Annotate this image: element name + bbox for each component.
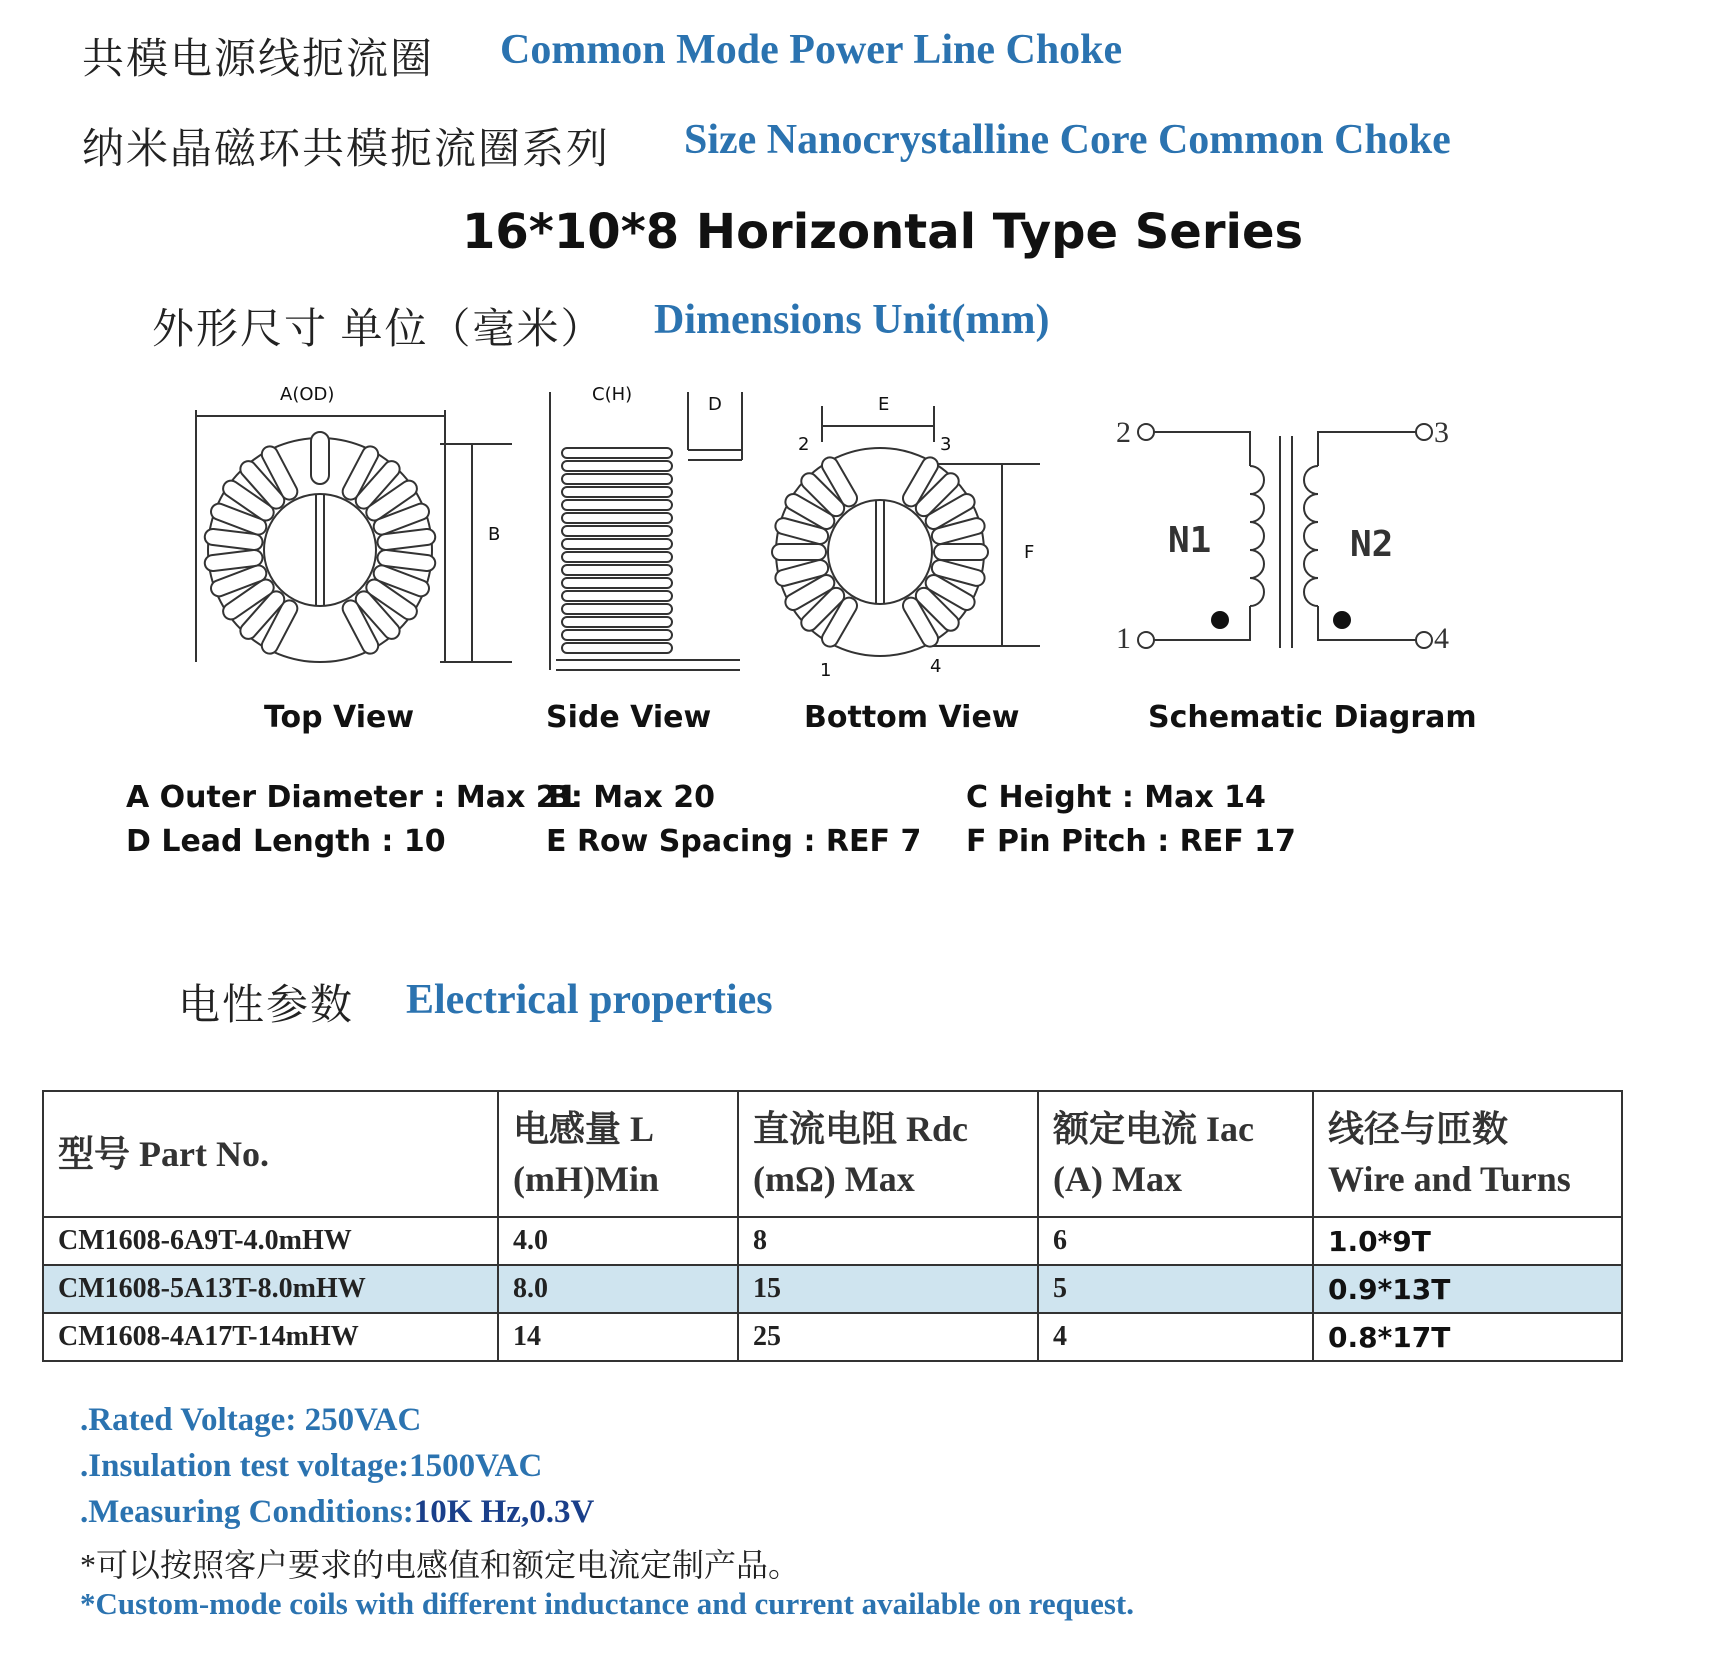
spec-c: C Height : Max 14 [966, 780, 1266, 815]
label-b: B [488, 524, 501, 545]
label-e: E [878, 394, 890, 415]
col-part-no: 型号 Part No. [43, 1091, 498, 1217]
winding-turn [934, 544, 988, 560]
cell-part: CM1608-5A13T-8.0mHW [43, 1265, 498, 1313]
side-coil-turn [562, 552, 672, 562]
electrical-heading-cn: 电性参数 [178, 983, 355, 1029]
note-measuring [80, 1494, 594, 1531]
cell-iac: 4 [1038, 1313, 1313, 1361]
cell-iac: 6 [1038, 1217, 1313, 1265]
series-en: Size Nanocrystalline Core Common Choke [684, 117, 1451, 163]
series-cn: 纳米晶磁环共模扼流圈系列 [82, 127, 611, 173]
table-row [43, 1313, 1622, 1361]
pin-4-label: 4 [930, 656, 942, 677]
dimension-diagrams [0, 370, 1721, 700]
schematic-drawing [1116, 416, 1449, 655]
schematic-pin-3: 3 [1434, 416, 1449, 449]
label-a: A(OD) [280, 384, 335, 405]
note-custom-en: *Custom-mode coils with different inductance and current available on request. [80, 1586, 1134, 1621]
cell-iac: 5 [1038, 1265, 1313, 1313]
note-measuring-label: .Measuring Conditions: [80, 1494, 414, 1530]
cell-wire: 0.8*17T [1313, 1313, 1622, 1361]
dimensions-heading-cn: 外形尺寸 单位（毫米） [152, 307, 605, 353]
cell-rdc: 25 [738, 1313, 1038, 1361]
cell-rdc: 8 [738, 1217, 1038, 1265]
spec-e: E Row Spacing : REF 7 [546, 824, 922, 859]
side-coil-turn [562, 643, 672, 653]
cell-wire: 0.9*13T [1313, 1265, 1622, 1313]
cell-l: 14 [498, 1313, 738, 1361]
side-coil-turn [562, 604, 672, 614]
table-row [43, 1217, 1622, 1265]
side-coil-turn [562, 565, 672, 575]
cell-rdc: 15 [738, 1265, 1038, 1313]
col-rated-current: 额定电流 Iac (A) Max [1038, 1091, 1313, 1217]
side-view-label: Side View [546, 700, 712, 735]
title-en: Common Mode Power Line Choke [500, 27, 1123, 73]
side-coil-turn [562, 526, 672, 536]
col-dc-resistance: 直流电阻 Rdc (mΩ) Max [738, 1091, 1038, 1217]
title-cn: 共模电源线扼流圈 [82, 37, 435, 83]
side-coil-turn [562, 591, 672, 601]
spec-d: D Lead Length : 10 [126, 824, 446, 859]
side-coil-turn [562, 487, 672, 497]
note-custom-cn: *可以按照客户要求的电感值和额定电流定制产品。 [80, 1547, 801, 1583]
side-view-drawing [550, 384, 742, 670]
electrical-table [42, 1090, 1623, 1362]
top-view-drawing [196, 384, 512, 662]
cell-part: CM1608-6A9T-4.0mHW [43, 1217, 498, 1265]
schematic-label: Schematic Diagram [1148, 700, 1477, 735]
cell-l: 8.0 [498, 1265, 738, 1313]
note-measuring-value: 10K Hz,0.3V [413, 1494, 595, 1530]
table-header-row [43, 1091, 1622, 1217]
spec-b: B: Max 20 [548, 780, 715, 815]
col-wire-turns: 线径与匝数 Wire and Turns [1313, 1091, 1622, 1217]
side-coil-turn [562, 500, 672, 510]
bottom-view-drawing [772, 394, 1040, 681]
model-series-title: 16*10*8 Horizontal Type Series [462, 204, 1304, 260]
col-inductance: 电感量 L (mH)Min [498, 1091, 738, 1217]
side-coil-turn [562, 578, 672, 588]
dimensions-heading-en: Dimensions Unit(mm) [654, 297, 1050, 343]
schematic-pin-2: 2 [1116, 416, 1131, 449]
side-coil-turn [562, 461, 672, 471]
pin-3-label: 3 [940, 434, 952, 455]
bottom-view-label: Bottom View [804, 700, 1020, 735]
side-coil-turn [562, 448, 672, 458]
pin-1-label: 1 [820, 660, 832, 681]
winding-turn [772, 544, 826, 560]
schematic-pin-1: 1 [1116, 622, 1131, 655]
side-coil-turn [562, 513, 672, 523]
note-insulation: .Insulation test voltage:1500VAC [80, 1448, 543, 1484]
cell-wire: 1.0*9T [1313, 1217, 1622, 1265]
side-lead-wires [556, 660, 740, 670]
note-rated-voltage: .Rated Voltage: 250VAC [80, 1402, 422, 1438]
n2-label: N2 [1350, 524, 1394, 565]
table-row [43, 1265, 1622, 1313]
pin-2-label: 2 [798, 434, 810, 455]
label-d: D [708, 394, 722, 415]
side-coil-turn [562, 539, 672, 549]
cell-part: CM1608-4A17T-14mHW [43, 1313, 498, 1361]
label-c: C(H) [592, 384, 633, 405]
n1-label: N1 [1168, 520, 1212, 561]
electrical-heading-en: Electrical properties [406, 977, 773, 1023]
spec-f: F Pin Pitch : REF 17 [966, 824, 1296, 859]
schematic-pin-4: 4 [1434, 622, 1449, 655]
spec-a: A Outer Diameter : Max 21 [126, 780, 578, 815]
side-coil-turn [562, 630, 672, 640]
top-view-label: Top View [264, 700, 415, 735]
side-coil-turn [562, 617, 672, 627]
side-coil-turn [562, 474, 672, 484]
cell-l: 4.0 [498, 1217, 738, 1265]
label-f: F [1024, 542, 1035, 563]
